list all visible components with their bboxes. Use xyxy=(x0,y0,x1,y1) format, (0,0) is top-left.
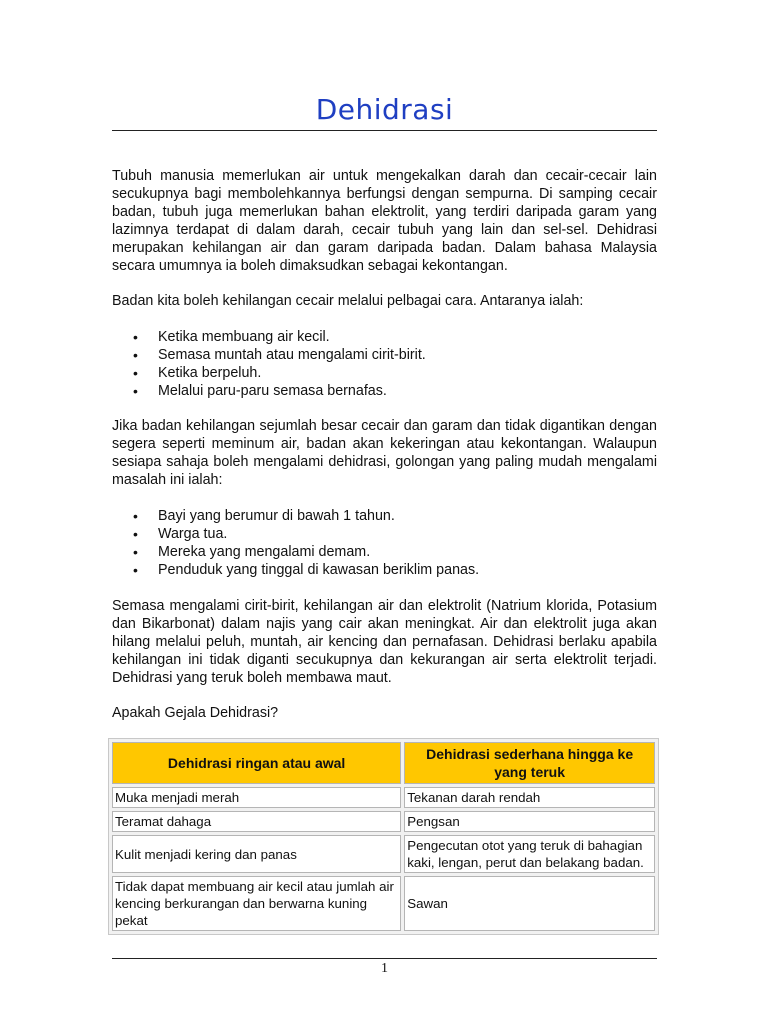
page-title: Dehidrasi xyxy=(315,93,454,126)
symptoms-question: Apakah Gejala Dehidrasi? xyxy=(112,705,279,721)
table-cell: Muka menjadi merah xyxy=(112,787,401,808)
list-item: • Semasa muntah atau mengalami cirit-birit. xyxy=(112,346,657,364)
list-item: • Warga tua. xyxy=(112,525,657,543)
list-item: • Melalui paru-paru semasa bernafas. xyxy=(112,382,657,400)
list-item: • Ketika membuang air kecil. xyxy=(112,328,657,346)
table-cell: Tekanan darah rendah xyxy=(404,787,655,808)
loss-intro-paragraph: Badan kita boleh kehilangan cecair melalui pelbagai cara. Antaranya ialah: xyxy=(112,293,584,309)
header-mild: Dehidrasi ringan atau awal xyxy=(112,742,401,784)
list-item: • Penduduk yang tinggal di kawasan beriklim panas. xyxy=(112,561,657,579)
risk-paragraph: Jika badan kehilangan sejumlah besar cecair dan garam dan tidak digantikan dengan segera seperti meminum air, badan akan kekeringan atau kekontangan. Walaupun sesiapa sahaja boleh mengalami dehidrasi, golongan yang paling mudah mengalami masalah ini ialah: xyxy=(112,418,657,488)
table-cell: Pengsan xyxy=(404,811,655,832)
list-item: • Bayi yang berumur di bawah 1 tahun. xyxy=(112,507,657,525)
table-row xyxy=(112,876,655,931)
table-header-row xyxy=(112,742,655,784)
table-row xyxy=(112,811,655,832)
footer-divider xyxy=(112,958,657,959)
header-severe: Dehidrasi sederhana hingga ke yang teruk xyxy=(404,742,655,784)
risk-group-list xyxy=(112,507,657,579)
fluid-loss-list xyxy=(112,328,657,400)
title-divider xyxy=(112,130,657,131)
table-row xyxy=(112,835,655,873)
list-item: • Ketika berpeluh. xyxy=(112,364,657,382)
table-cell: Kulit menjadi kering dan panas xyxy=(112,835,401,873)
table-cell: Sawan xyxy=(404,876,655,931)
table-cell: Teramat dahaga xyxy=(112,811,401,832)
symptoms-table xyxy=(108,738,659,935)
table-cell: Tidak dapat membuang air kecil atau jumlah air kencing berkurangan dan berwarna kuning pekat xyxy=(112,876,401,931)
list-item: • Mereka yang mengalami demam. xyxy=(112,543,657,561)
page-number: 1 xyxy=(381,961,388,976)
table-row xyxy=(112,787,655,808)
intro-paragraph: Tubuh manusia memerlukan air untuk mengekalkan darah dan cecair-cecair lain secukupnya bagi membolehkannya berfungsi dengan sempurna. Di samping cecair badan, tubuh juga memerlukan bahan elektrolit, yang terdiri daripada garam yang lazimnya terdapat di dalam darah, cecair tubuh yang lain dan sel-sel. Dehidrasi merupakan kehilangan air dan garam daripada badan. Dalam bahasa Malaysia secara umumnya ia boleh dimaksudkan sebagai kekontangan. xyxy=(112,168,657,274)
diarrhea-paragraph: Semasa mengalami cirit-birit, kehilangan air dan elektrolit (Natrium klorida, Potasium dan Bikarbonat) dalam najis yang cair akan meningkat. Air dan elektrolit juga akan hilang melalui peluh, muntah, air kencing dan pernafasan. Dehidrasi berlaku apabila kehilangan ini tidak diganti secukupnya dan kekurangan air serta elektrolit terjadi. Dehidrasi yang teruk boleh membawa maut. xyxy=(112,598,657,686)
table-cell: Pengecutan otot yang teruk di bahagian kaki, lengan, perut dan belakang badan. xyxy=(404,835,655,873)
